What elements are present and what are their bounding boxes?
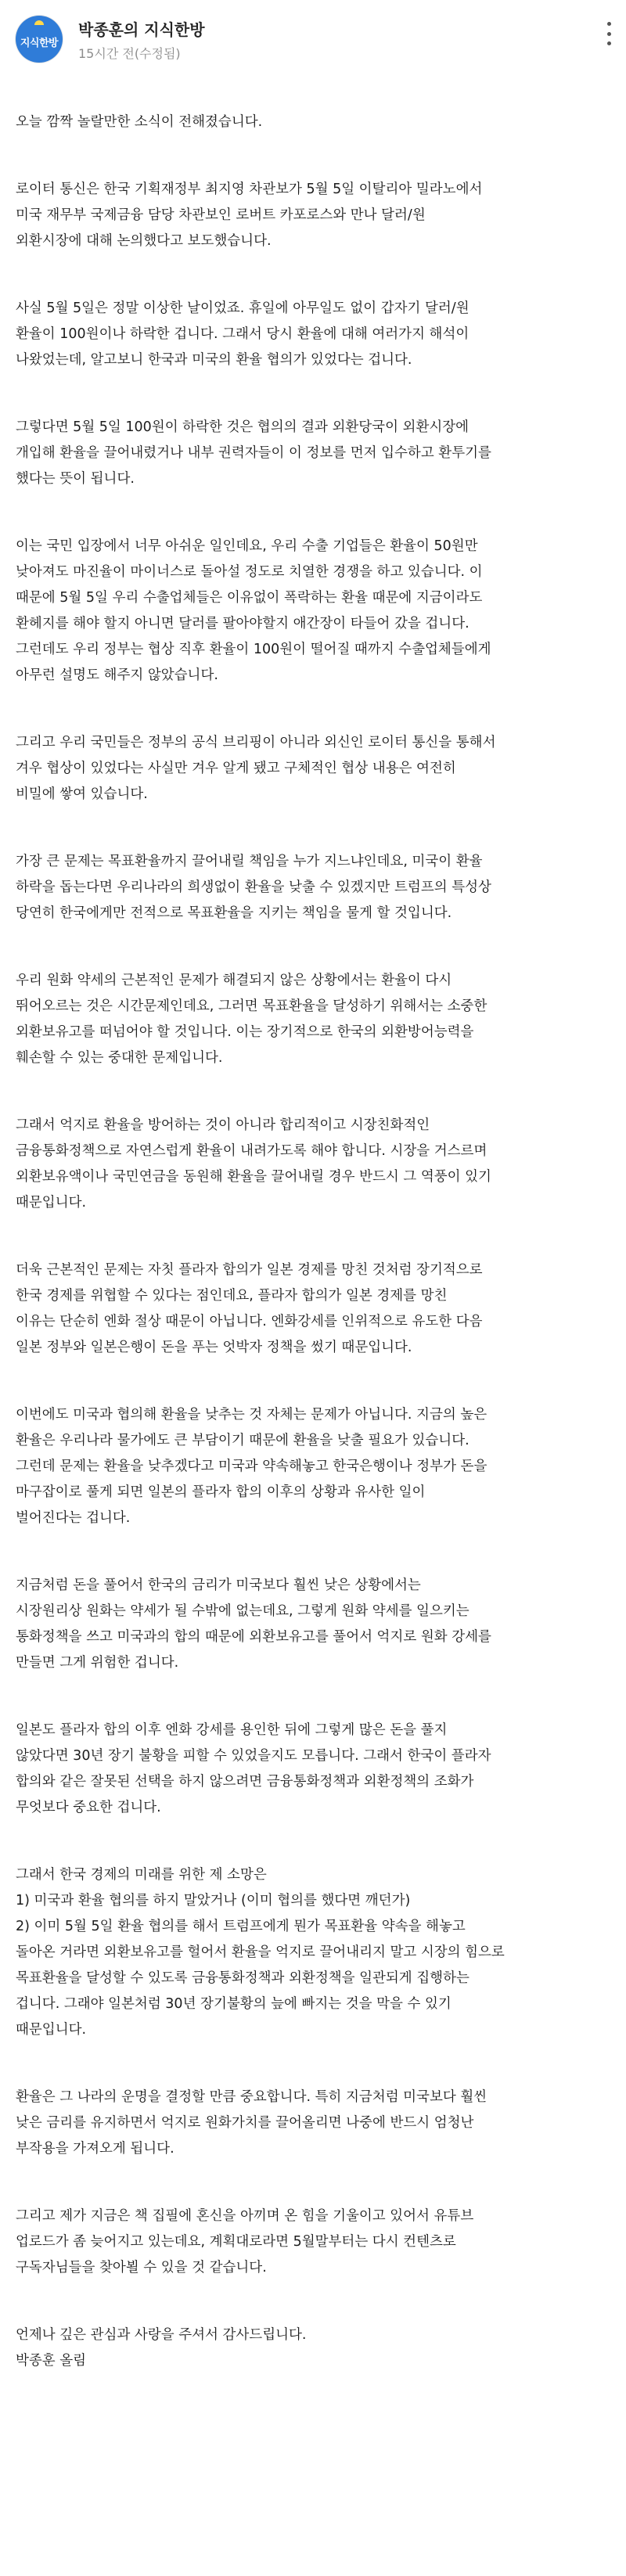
channel-name[interactable]: 박종훈의 지식한방 xyxy=(78,20,205,39)
post-paragraph: 그래서 한국 경제의 미래를 위한 제 소망은 1) 미국과 환율 협의를 하지 말았거나 (이미 협의를 했다면 깨던가) 2) 이미 5월 5일 환율 협의를 해서 트럼프에게 뭔가 목표환율 약속을 해놓고 돌아온 거라면 외환보유고를 헐어서 환율을 억지로 끌어내리지 말고 시장의 힘으로 목표환율을 달성할 수 있도록 금융통화정책과 외환정책을 일관되게 집행하는 겁니다. 그래야 일본처럼 30년 장기불황의 늪에 빠지는 것을 막을 수 있기 때문입니다. xyxy=(16,1867,505,2038)
post-paragraph: 가장 큰 문제는 목표환율까지 끌어내릴 책임을 누가 지느냐인데요, 미국이 환율 하락을 돕는다면 우리나라의 희생없이 환율을 낮출 수 있겠지만 트럼프의 특성상 당연히 한국에게만 전적으로 목표환율을 지키는 책임을 물게 할 것입니다. xyxy=(16,854,491,921)
post-paragraph: 이번에도 미국과 협의해 환율을 낮추는 것 자체는 문제가 아닙니다. 지금의 높은 환율은 우리나라 물가에도 큰 부담이기 때문에 환율을 낮출 필요가 있습니다. 그런데 문제는 환율을 낮추겠다고 미국과 약속해놓고 한국은행이나 정부가 돈을 마구잡이로 풀게 되면 일본의 플라자 합의 이후의 상황과 유사한 일이 벌어진다는 겁니다. xyxy=(16,1407,487,1526)
post-timestamp: 15시간 전(수정됨) xyxy=(78,46,181,61)
post-signoff: 언제나 깊은 관심과 사랑을 주셔서 감사드립니다. 박종훈 올림 xyxy=(16,2327,307,2369)
post-paragraph: 그래서 억지로 환율을 방어하는 것이 아니라 합리적이고 시장친화적인 금융통화정책으로 자연스럽게 환율이 내려가도록 해야 합니다. 시장을 거스르며 외환보유액이나 국민연금을 동원해 환율을 끌어내릴 경우 반드시 그 역풍이 있기 때문입니다. xyxy=(16,1117,491,1211)
channel-avatar[interactable] xyxy=(16,16,63,63)
more-vertical-icon[interactable] xyxy=(606,22,612,45)
avatar-logo-mark xyxy=(34,20,44,25)
post-paragraph: 일본도 플라자 합의 이후 엔화 강세를 용인한 뒤에 그렇게 많은 돈을 풀지 않았다면 30년 장기 불황을 피할 수 있었을지도 모릅니다. 그래서 한국이 플라자 합의와 같은 잘못된 선택을 하지 않으려면 금융통화정책과 외환정책의 조화가 무엇보다 중요한 겁니다. xyxy=(16,1722,491,1815)
post-paragraph: 오늘 깜짝 놀랄만한 소식이 전해졌습니다. xyxy=(16,114,263,130)
post-paragraph: 더욱 근본적인 문제는 자칫 플라자 합의가 일본 경제를 망친 것처럼 장기적으로 한국 경제를 위협할 수 있다는 점인데요, 플라자 합의가 일본 경제를 망친 이유는 단순히 엔화 절상 때문이 아닙니다. 엔화강세를 인위적으로 유도한 다음 일본 정부와 일본은행이 돈을 푸는 엇박자 정책을 썼기 때문입니다. xyxy=(16,1262,483,1355)
post-paragraph: 우리 원화 약세의 근본적인 문제가 해결되지 않은 상황에서는 환율이 다시 뛰어오르는 것은 시간문제인데요, 그러면 목표환율을 달성하기 위해서는 소중한 외환보유고를 떠넘어야 할 것입니다. 이는 장기적으로 한국의 외환방어능력을 훼손할 수 있는 중대한 문제입니다. xyxy=(16,973,487,1066)
post-paragraph: 그리고 제가 지금은 책 집필에 혼신을 아끼며 온 힘을 기울이고 있어서 유튜브 업로드가 좀 늦어지고 있는데요, 계획대로라면 5월말부터는 다시 컨텐츠로 구독자님들을 찾아뵐 수 있을 것 같습니다. xyxy=(16,2208,474,2276)
post-body xyxy=(0,78,626,2374)
post-paragraph: 사실 5월 5일은 정말 이상한 날이었죠. 휴일에 아무일도 없이 갑자기 달러/원 환율이 100원이나 하락한 겁니다. 그래서 당시 환율에 대해 여러가지 해석이 나왔었는데, 알고보니 한국과 미국의 환율 협의가 있었다는 겁니다. xyxy=(16,300,470,368)
post-header xyxy=(0,0,626,78)
post-paragraph: 로이터 통신은 한국 기획재정부 최지영 차관보가 5월 5일 이탈리아 밀라노에서 미국 재무부 국제금융 담당 차관보인 로버트 카포로스와 만나 달러/원 외환시장에 대해 논의했다고 보도했습니다. xyxy=(16,182,483,249)
post-paragraph: 그렇다면 5월 5일 100원이 하락한 것은 협의의 결과 외환당국이 외환시장에 개입해 환율을 끌어내렸거나 내부 권력자들이 이 정보를 먼저 입수하고 환투기를 했다는 뜻이 됩니다. xyxy=(16,419,491,487)
post-paragraph: 그리고 우리 국민들은 정부의 공식 브리핑이 아니라 외신인 로이터 통신을 통해서 겨우 협상이 있었다는 사실만 겨우 알게 됐고 구체적인 협상 내용은 여전히 비밀에 쌓여 있습니다. xyxy=(16,735,496,802)
post-paragraph: 이는 국민 입장에서 너무 아쉬운 일인데요, 우리 수출 기업들은 환율이 50원만 낮아져도 마진율이 마이너스로 돌아설 정도로 치열한 경쟁을 하고 있습니다. 이 때문에 5월 5일 우리 수출업체들은 이유없이 폭락하는 환율 때문에 지금이라도 환헤지를 해야 할지 아니면 달러를 팔아야할지 애간장이 타들어 갔을 겁니다. 그런데도 우리 정부는 협상 직후 환율이 100원이 떨어질 때까지 수출업체들에게 아무런 설명도 해주지 않았습니다. xyxy=(16,538,491,683)
post-paragraph: 환율은 그 나라의 운명을 결정할 만큼 중요합니다. 특히 지금처럼 미국보다 훨씬 낮은 금리를 유지하면서 억지로 원화가치를 끌어올리면 나중에 반드시 엄청난 부작용을 가져오게 됩니다. xyxy=(16,2089,487,2157)
post-paragraph: 지금처럼 돈을 풀어서 한국의 금리가 미국보다 훨씬 낮은 상황에서는 시장원리상 원화는 약세가 될 수밖에 없는데요, 그렇게 원화 약세를 일으키는 통화정책을 쓰고 미국과의 합의 때문에 외환보유고를 풀어서 억지로 원화 강세를 만들면 그게 위험한 겁니다. xyxy=(16,1578,491,1671)
avatar-text: 지식한방 xyxy=(20,37,59,49)
